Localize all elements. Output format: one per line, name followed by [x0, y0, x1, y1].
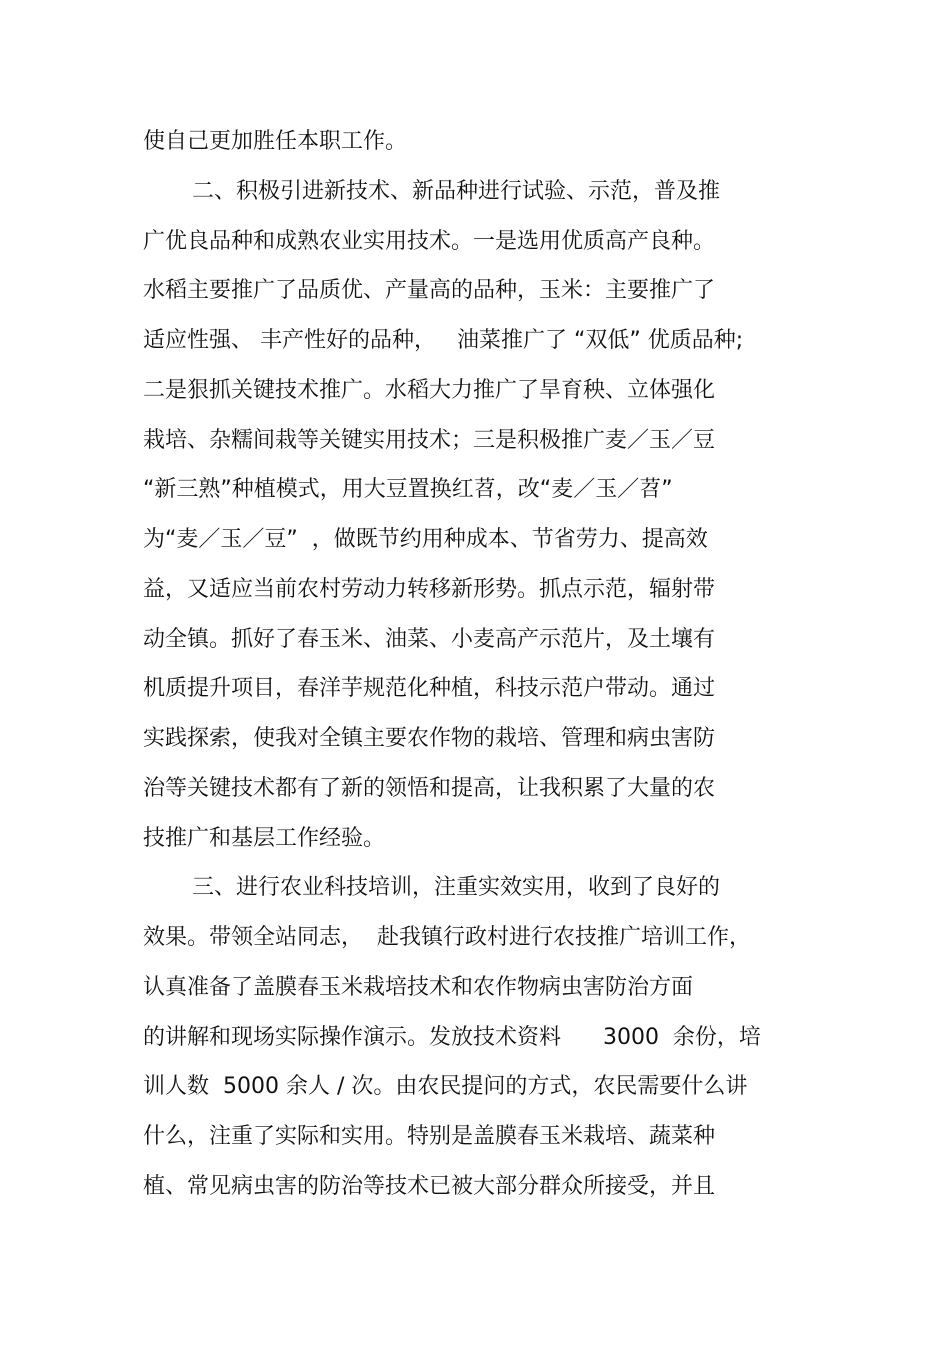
text-line: 的讲解和现场实际操作演示。发放技术资料 3000 余份，培 [143, 1025, 761, 1050]
text-line: 二是狠抓关键技术推广。水稻大力推广了旱育秧、立体强化 [143, 378, 716, 403]
text-line: “新三熟”种植模式，用大豆置换红苕，改“麦／玉／苕” [143, 477, 673, 502]
text-line: 技推广和基层工作经验。 [143, 826, 386, 851]
text-line: 为“麦／玉／豆” ，做既节约用种成本、节省劳力、提高效 [143, 527, 708, 552]
text-line: 植、常见病虫害的防治等技术已被大部分群众所接受，并且 [143, 1174, 716, 1199]
text-line: 效果。带领全站同志， 赴我镇行政村进行农技推广培训工作， [143, 925, 751, 950]
text-line: 益，又适应当前农村劳动力转移新形势。抓点示范，辐射带 [143, 577, 716, 602]
text-line: 适应性强、 丰产性好的品种， 油菜推广了 “双低” 优质品种; [143, 328, 744, 353]
text-line: 治等关键技术都有了新的领悟和提高，让我积累了大量的农 [143, 776, 716, 801]
text-line: 动全镇。抓好了春玉米、油菜、小麦高产示范片，及土壤有 [143, 627, 716, 652]
text-line: 训人数 5000 余人 / 次。由农民提问的方式，农民需要什么讲 [143, 1074, 748, 1099]
text-line: 栽培、杂糯间栽等关键实用技术；三是积极推广麦／玉／豆 [143, 428, 716, 453]
text-line: 认真准备了盖膜春玉米栽培技术和农作物病虫害防治方面 [143, 975, 694, 1000]
text-line: 水稻主要推广了品质优、产量高的品种，玉米：主要推广了 [143, 278, 716, 303]
section-heading-line: 二、积极引进新技术、新品种进行试验、示范，普及推 [192, 179, 721, 204]
text-line: 什么，注重了实际和实用。特别是盖膜春玉米栽培、蔬菜种 [143, 1124, 716, 1149]
text-line: 机质提升项目，春洋芋规范化种植，科技示范户带动。通过 [143, 676, 716, 701]
section-heading-line: 三、进行农业科技培训，注重实效实用，收到了良好的 [192, 875, 721, 900]
text-line: 实践探索，使我对全镇主要农作物的栽培、管理和病虫害防 [143, 726, 716, 751]
text-line: 广优良品种和成熟农业实用技术。一是选用优质高产良种。 [143, 229, 716, 254]
text-line: 使自己更加胜任本职工作。 [143, 129, 408, 154]
